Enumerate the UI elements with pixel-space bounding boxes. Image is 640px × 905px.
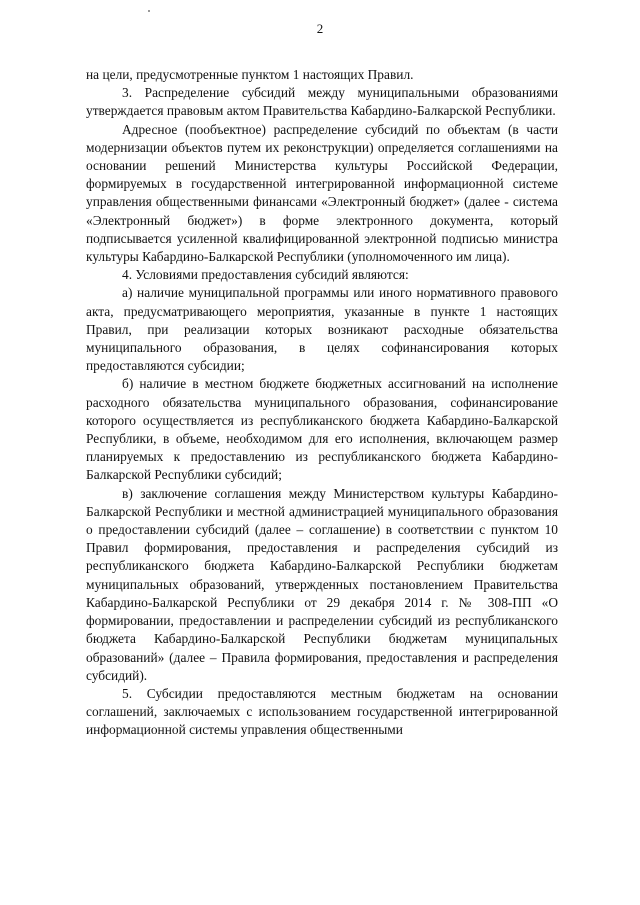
paragraph-item-4b: б) наличие в местном бюджете бюджетных ассигнований на исполнение расходного обязательства муниципального образования, софинансирование которого осуществляется из республиканского бюджета Кабардино-Балкарской Республики, в объеме, необходимом для его исполнения, включающем размер планируемых к предоставлению из республиканского бюджета Кабардино-Балкарской Республики субсидий; <box>86 376 558 483</box>
paragraph-item-4: 4. Условиями предоставления субсидий являются: <box>122 267 409 283</box>
paragraph-item-4a: а) наличие муниципальной программы или иного нормативного правового акта, предусматривающего мероприятия, указанные в пункте 1 настоящих Правил, при реализации которых возникают расходные обязательства муниципального образования, в целях софинансирования которых предоставляются субсидии; <box>86 285 558 374</box>
paragraph-item-4v: в) заключение соглашения между Министерством культуры Кабардино-Балкарской Республики и местной администрацией муниципального образования о предоставлении субсидий (далее – соглашение) в соответствии с пунктом 10 Правил формирования, предоставления и распределения субсидий из республиканского бюджета Кабардино-Балкарской Республики бюджетам муниципальных образований, утвержденных постановлением Правительства Кабардино-Балкарской Республики от 29 декабря 2014 г. № 308-ПП «О формировании, предоставлении и распределении субсидий из республиканского бюджета Кабардино-Балкарской Республики бюджетам муниципальных образований» (далее – Правила формирования, предоставления и распределения субсидий). <box>86 485 558 683</box>
paragraph-item-3: 3. Распределение субсидий между муниципальными образованиями утверждается правовым актом Правительства Кабардино-Балкарской Республики. <box>86 85 558 119</box>
paragraph-item-5: 5. Субсидии предоставляются местным бюджетам на основании соглашений, заключаемых с использованием государственной интегрированной информационной системы управления общественными <box>86 685 558 738</box>
scan-speck <box>148 10 150 12</box>
document-body <box>86 66 558 740</box>
page-number: 2 <box>316 21 324 36</box>
paragraph-continuation: на цели, предусмотренные пунктом 1 настоящих Правил. <box>86 67 414 82</box>
paragraph-address-distribution: Адресное (пообъектное) распределение субсидий по объектам (в части модернизации объектов путем их реконструкции) определяется соглашениями на основании решений Министерства культуры Российской Федерации, формируемых в государственной интегрированной информационной системе управления общественными финансами «Электронный бюджет» (далее - система «Электронный бюджет») в форме электронного документа, который подписывается усиленной квалифицированной электронной подписью министра культуры Кабардино-Балкарской Республики (уполномоченного им лица). <box>86 121 558 265</box>
